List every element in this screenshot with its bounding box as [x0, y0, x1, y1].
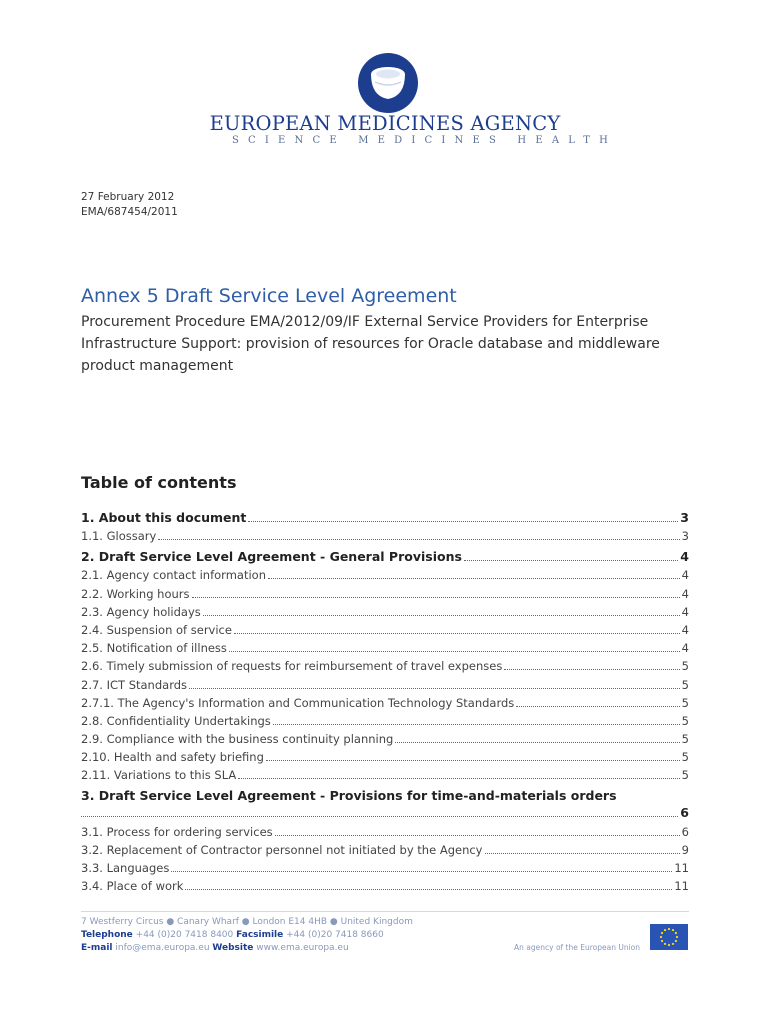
toc-entry-page: 5 — [681, 677, 689, 692]
toc-entry-page: 4 — [680, 549, 689, 565]
toc-entry-label: 1.1. Glossary — [81, 529, 157, 544]
email-link[interactable]: info@ema.europa.eu — [115, 943, 210, 953]
eu-agency-text: An agency of the European Union — [514, 943, 641, 952]
toc-leader-dots — [485, 852, 680, 854]
document-meta — [81, 190, 178, 220]
footer — [81, 916, 413, 955]
eu-star-icon — [672, 929, 674, 931]
toc-leader-dots — [185, 888, 672, 890]
toc-entry-label: 2.1. Agency contact information — [81, 568, 266, 583]
eu-star-icon — [664, 943, 666, 945]
toc-entry-page: 6 — [681, 824, 689, 839]
document-date: 27 February 2012 — [81, 191, 175, 203]
eu-star-icon — [676, 936, 678, 938]
toc-entry-label: 2.5. Notification of illness — [81, 641, 227, 656]
toc-leader-dots — [189, 687, 680, 689]
toc-leader-dots — [266, 759, 680, 761]
toc-entry-page: 4 — [681, 586, 689, 601]
document-subtitle: Procurement Procedure EMA/2012/09/IF External Service Providers for Enterprise Infrastructure Support: provision of resources for Oracle database and middleware product management — [81, 314, 660, 374]
toc-entry-label: 3. Draft Service Level Agreement - Provisions for time-and-materials orders — [81, 788, 617, 804]
eu-star-icon — [661, 940, 663, 942]
eu-star-icon — [668, 928, 670, 930]
toc-entry[interactable] — [81, 692, 689, 710]
toc-entry[interactable] — [81, 545, 689, 564]
footer-phone-line — [81, 929, 413, 942]
toc-leader-dots — [238, 777, 679, 779]
toc-entry-page: 11 — [674, 879, 689, 894]
toc-entry-page: 5 — [681, 713, 689, 728]
toc-entry[interactable] — [81, 839, 689, 857]
toc-leader-dots — [516, 705, 679, 707]
toc-leader-dots — [504, 668, 679, 670]
eu-star-icon — [668, 944, 670, 946]
toc-leader-dots — [395, 741, 679, 743]
toc-leader-dots — [158, 538, 679, 540]
document-reference: EMA/687454/2011 — [81, 206, 178, 218]
toc-leader-dots — [81, 815, 678, 817]
toc-leader-dots — [192, 596, 680, 598]
toc-entry-label: 2.2. Working hours — [81, 586, 190, 601]
toc-entry-page: 5 — [681, 768, 689, 783]
toc-leader-dots — [234, 632, 680, 634]
toc-entry-label: 3.1. Process for ordering services — [81, 824, 273, 839]
eu-star-icon — [661, 932, 663, 934]
website-label: Website — [212, 943, 254, 953]
toc-leader-dots — [171, 870, 672, 872]
toc-entry-page: 9 — [681, 842, 689, 857]
agency-tagline: SCIENCE MEDICINES HEALTH — [232, 135, 618, 146]
email-label: E-mail — [81, 943, 113, 953]
agency-name: EUROPEAN MEDICINES AGENCY — [209, 112, 561, 135]
toc-entry-label: 3.3. Languages — [81, 861, 170, 875]
facsimile-label: Facsimile — [236, 930, 284, 940]
toc-entry[interactable] — [81, 673, 689, 691]
toc-entry-label: 2.7.1. The Agency's Information and Communication Technology Standards — [81, 695, 515, 710]
toc-entry-page: 11 — [674, 861, 689, 875]
telephone-label: Telephone — [81, 930, 133, 940]
toc-entry[interactable] — [81, 564, 689, 582]
toc-entry-label: 3.2. Replacement of Contractor personnel not initiated by the Agency — [81, 842, 483, 857]
toc-entry-label: 3.4. Place of work — [81, 879, 184, 894]
toc-leader-dots — [203, 614, 680, 616]
toc-entry-label: 2.8. Confidentiality Undertakings — [81, 713, 271, 728]
toc-entry-page: 4 — [681, 641, 689, 656]
toc-entry-page: 5 — [681, 695, 689, 710]
facsimile-value: +44 (0)20 7418 8660 — [286, 930, 384, 940]
toc-entry[interactable] — [81, 637, 689, 655]
website-link[interactable]: www.ema.europa.eu — [256, 943, 349, 953]
toc-entry-page: 6 — [680, 805, 689, 821]
eu-star-icon — [672, 943, 674, 945]
toc-entry-label: 2.9. Compliance with the business continuity planning — [81, 732, 394, 747]
toc-entry-label: 2.7. ICT Standards — [81, 677, 188, 692]
toc-entry[interactable] — [81, 506, 689, 525]
eu-star-icon — [675, 932, 677, 934]
toc-entry-page: 5 — [681, 750, 689, 765]
toc-entry[interactable] — [81, 525, 689, 543]
toc-leader-dots — [229, 650, 680, 652]
toc-leader-dots — [248, 520, 678, 522]
toc-entry-page: 5 — [681, 659, 689, 674]
eu-star-icon — [664, 929, 666, 931]
toc-entry[interactable] — [81, 619, 689, 637]
toc-entry-page: 3 — [681, 529, 689, 544]
toc-entry[interactable] — [81, 764, 689, 782]
footer-divider — [81, 911, 689, 912]
toc-entry-page: 4 — [681, 568, 689, 583]
toc-leader-dots — [273, 723, 680, 725]
toc-entry[interactable] — [81, 710, 689, 728]
eu-flag-icon — [650, 924, 688, 950]
toc-leader-dots — [268, 577, 680, 579]
toc-entry[interactable] — [81, 784, 689, 803]
toc-entry[interactable] — [81, 582, 689, 600]
toc-entry-label: 1. About this document — [81, 510, 247, 525]
toc-entry-label: 2.6. Timely submission of requests for reimbursement of travel expenses — [81, 659, 503, 674]
toc-entry[interactable] — [81, 875, 689, 893]
footer-contact-line — [81, 942, 413, 955]
toc-entry[interactable] — [81, 601, 689, 619]
document-title: Annex 5 Draft Service Level Agreement — [81, 285, 457, 307]
toc-entry-page: 5 — [681, 732, 689, 747]
toc-entry-page: 4 — [681, 604, 689, 619]
toc-entry[interactable] — [81, 728, 689, 746]
toc-entry[interactable] — [81, 857, 689, 875]
eu-star-icon — [660, 936, 662, 938]
toc-entry-page: 4 — [681, 622, 689, 637]
telephone-value: +44 (0)20 7418 8400 — [135, 930, 234, 940]
toc-entry-continuation[interactable] — [81, 803, 689, 820]
toc-entry-label: 2. Draft Service Level Agreement - General Provisions — [81, 549, 462, 565]
toc-entry[interactable] — [81, 820, 689, 838]
table-of-contents — [81, 506, 689, 893]
toc-entry-label: 2.3. Agency holidays — [81, 604, 201, 619]
toc-entry-label: 2.11. Variations to this SLA — [81, 768, 237, 783]
toc-entry[interactable] — [81, 655, 689, 673]
toc-entry-page: 3 — [680, 510, 689, 525]
toc-leader-dots — [464, 559, 678, 561]
toc-entry-label: 2.10. Health and safety briefing — [81, 750, 264, 765]
footer-address: 7 Westferry Circus ● Canary Wharf ● London E14 4HB ● United Kingdom — [81, 917, 413, 927]
toc-heading: Table of contents — [81, 473, 237, 492]
toc-leader-dots — [275, 834, 680, 836]
toc-entry-label: 2.4. Suspension of service — [81, 622, 232, 637]
ema-logo-icon — [357, 52, 419, 114]
toc-entry[interactable] — [81, 746, 689, 764]
eu-star-icon — [675, 940, 677, 942]
